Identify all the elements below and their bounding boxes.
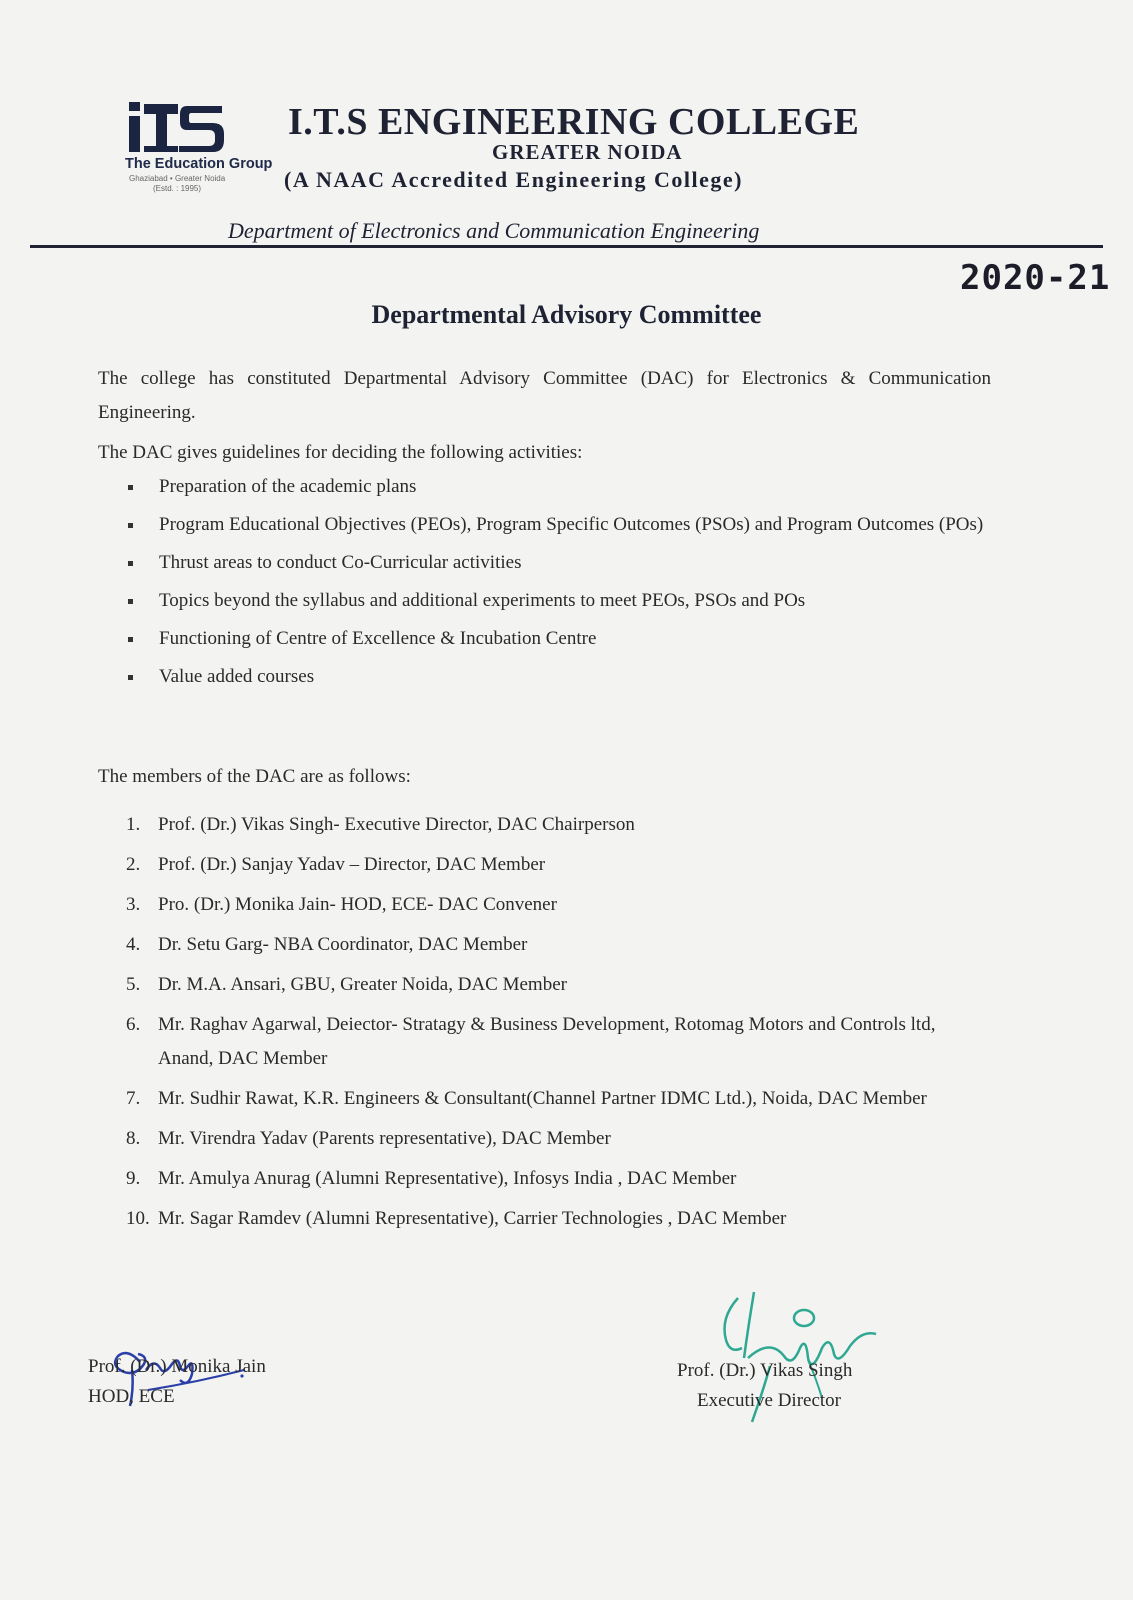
member-number: 4. bbox=[126, 934, 141, 955]
document-title: Departmental Advisory Committee bbox=[371, 300, 762, 329]
signatory-right-title: Executive Director bbox=[697, 1390, 842, 1411]
member-text: Mr. Sudhir Rawat, K.R. Engineers & Consultant(Channel Partner IDMC Ltd.), Noida, DAC Member bbox=[158, 1088, 927, 1109]
academic-year: 2020-21 bbox=[960, 258, 1111, 298]
activity-item: Topics beyond the syllabus and additional experiments to meet PEOs, PSOs and POs bbox=[126, 584, 986, 618]
group-established: (Estd. : 1995) bbox=[153, 184, 202, 193]
member-item bbox=[126, 928, 986, 962]
members-list bbox=[126, 808, 986, 1242]
member-item bbox=[126, 1202, 986, 1236]
member-text: Mr. Raghav Agarwal, Deiector- Stratagy & Business Development, Rotomag Motors and Controls ltd, Anand, DAC Member bbox=[158, 1014, 936, 1069]
college-city: GREATER NOIDA bbox=[492, 140, 683, 164]
group-location: Ghaziabad • Greater Noida bbox=[129, 174, 226, 183]
member-text: Pro. (Dr.) Monika Jain- HOD, ECE- DAC Convener bbox=[158, 894, 557, 915]
member-text: Prof. (Dr.) Vikas Singh- Executive Director, DAC Chairperson bbox=[158, 814, 635, 835]
member-number: 9. bbox=[126, 1168, 141, 1189]
header-divider bbox=[30, 245, 1103, 248]
members-lead: The members of the DAC are as follows: bbox=[98, 766, 411, 787]
member-text: Prof. (Dr.) Sanjay Yadav – Director, DAC Member bbox=[158, 854, 546, 875]
member-item bbox=[126, 848, 986, 882]
member-item bbox=[126, 1008, 986, 1076]
member-item bbox=[126, 888, 986, 922]
member-text: Dr. Setu Garg- NBA Coordinator, DAC Member bbox=[158, 934, 528, 955]
member-text: Dr. M.A. Ansari, GBU, Greater Noida, DAC Member bbox=[158, 974, 567, 995]
member-item bbox=[126, 1162, 986, 1196]
activity-item: Thrust areas to conduct Co-Curricular activities bbox=[126, 546, 986, 580]
signatory-right-name: Prof. (Dr.) Vikas Singh bbox=[677, 1360, 853, 1381]
member-number: 5. bbox=[126, 974, 141, 995]
member-number: 3. bbox=[126, 894, 141, 915]
member-text: Mr. Amulya Anurag (Alumni Representative), Infosys India , DAC Member bbox=[158, 1168, 737, 1189]
activity-item: Preparation of the academic plans bbox=[126, 470, 986, 504]
member-item bbox=[126, 1082, 986, 1116]
accreditation-line: (A NAAC Accredited Engineering College) bbox=[284, 167, 743, 192]
activities-list bbox=[126, 470, 986, 698]
group-name: The Education Group bbox=[125, 156, 273, 172]
activity-item: Functioning of Centre of Excellence & Incubation Centre bbox=[126, 622, 986, 656]
member-number: 10. bbox=[126, 1208, 150, 1229]
activity-item: Value added courses bbox=[126, 660, 986, 694]
member-number: 2. bbox=[126, 854, 141, 875]
member-item bbox=[126, 808, 986, 842]
college-name: I.T.S ENGINEERING COLLEGE bbox=[288, 101, 860, 143]
intro-paragraph: The college has constituted Departmental Advisory Committee (DAC) for Electronics & Communication Engineering. bbox=[98, 368, 991, 423]
guidelines-lead: The DAC gives guidelines for deciding the following activities: bbox=[98, 442, 583, 463]
college-logo bbox=[125, 100, 275, 210]
member-item bbox=[126, 1122, 986, 1156]
department-name: Department of Electronics and Communication Engineering bbox=[228, 218, 760, 243]
member-text: Mr. Virendra Yadav (Parents representative), DAC Member bbox=[158, 1128, 611, 1149]
member-number: 1. bbox=[126, 814, 141, 835]
signatory-left-title: HOD, ECE bbox=[88, 1386, 175, 1407]
member-text: Mr. Sagar Ramdev (Alumni Representative), Carrier Technologies , DAC Member bbox=[158, 1208, 787, 1229]
member-number: 7. bbox=[126, 1088, 141, 1109]
activity-item: Program Educational Objectives (PEOs), Program Specific Outcomes (PSOs) and Program Outcomes (POs) bbox=[126, 508, 986, 542]
member-number: 8. bbox=[126, 1128, 141, 1149]
its-logo-icon bbox=[127, 100, 227, 156]
signatory-left-name: Prof. (Dr.) Monika Jain bbox=[88, 1356, 266, 1377]
member-item bbox=[126, 968, 986, 1002]
member-number: 6. bbox=[126, 1014, 141, 1035]
